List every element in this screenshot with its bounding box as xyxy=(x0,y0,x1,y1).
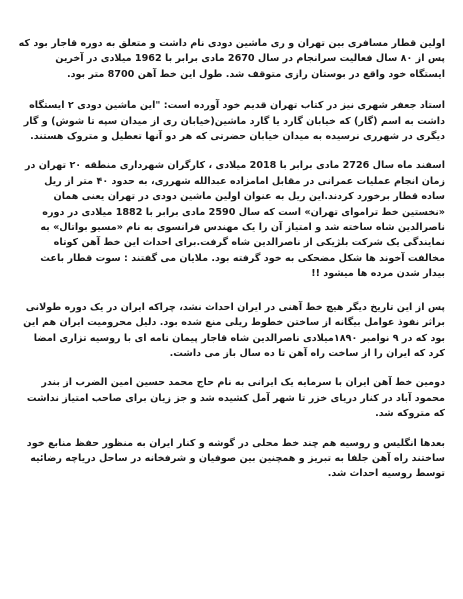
paragraph-6: بعدها انگلیس و روسیه هم چند خط محلی در گوشه و کنار ایران به منظور حفظ منابع خود ساختند راه آهن جلفا به تبریز و همچنین بین صوفیان و شرفخانه در ساحل دریاچه رضائیه توسط روسیه احداث شد. xyxy=(26,437,445,480)
paragraph-2: استاد جعفر شهری نیز در کتاب تهران قدیم خود آورده است: "این ماشین دودی ۲ ایستگاه داشت به اسم (گار) که خیابان گارد یا گارد ماشین(خیابان ری از میدان سپه تا شوش) و گار دیگری در شهرری نرسیده به میدان خیابان حضرتی که هر دو آنها تعطیل و متروک هستند. xyxy=(23,100,445,143)
paragraph-5: دومین خط آهن ایران با سرمایه یک ایرانی به نام حاج محمد حسین امین الضرب از بندر محمود آباد در کنار دریای خزر تا شهر آمل کشیده شد و جز زیان برای صاحب امتیاز نداشت که متروکه شد. xyxy=(26,377,445,420)
paragraph-3: اسفند ماه سال 2726 مادی برابر با 2018 میلادی ، کارگران شهرداری منطقه ۲۰ تهران در زمان انجام عملیات عمرانی در مقابل امامزاده عبدالله شهرری، به حدود ۴۰ متر از ریل ساده قطار برخورد کردند.این ریل به عنوان اولین ماشین دودی در تهران یعنی همان «نخستین خط تراموای تهران» است که سال 2590 مادی برابر با 1882 میلادی در دوره ناصرالدین شاه ساخته شد و امتیاز آن را یک مهندس فرانسوی به نام «مسیو بواتال» به نمایندگی یک شرکت بلژیکی از ناصرالدین شاه گرفت.برای احداث این خط آهن کوتاه مخالفت آخوند ها شکل مضحکی به خود گرفته بود. ملایان می گفتند : سوت قطار باعث بیدار شدن مرده ها میشود !! xyxy=(24,160,445,280)
paragraph-4: پس از این تاریخ دیگر هیچ خط آهنی در ایران احداث نشد، چراکه ایران در یک دوره طولانی براثر نفوذ عوامل بیگانه از ساختن خطوط ریلی منع شده بود. دلیل محرومیت ایران هم این بود که در ۹ نوامبر ۱۸۹۰میلادی ناصرالدین شاه قاجار پیمان نامه ای با روسیه تزاری امضا کرد که ایران را از ساخت راه آهن تا ده سال باز می داشت. xyxy=(23,301,445,359)
paragraph-1: اولین قطار مسافری بین تهران و ری ماشین دودی نام داشت و متعلق به دوره قاجار بود که پس از ۸۰ سال فعالیت سرانجام در سال 2670 مادی برابر با 1962 میلادی در آخرین ایستگاه خود واقع در بوستان رازی متوقف شد. طول این خط آهن 8700 متر بود. xyxy=(18,38,445,80)
document-body xyxy=(18,36,445,496)
